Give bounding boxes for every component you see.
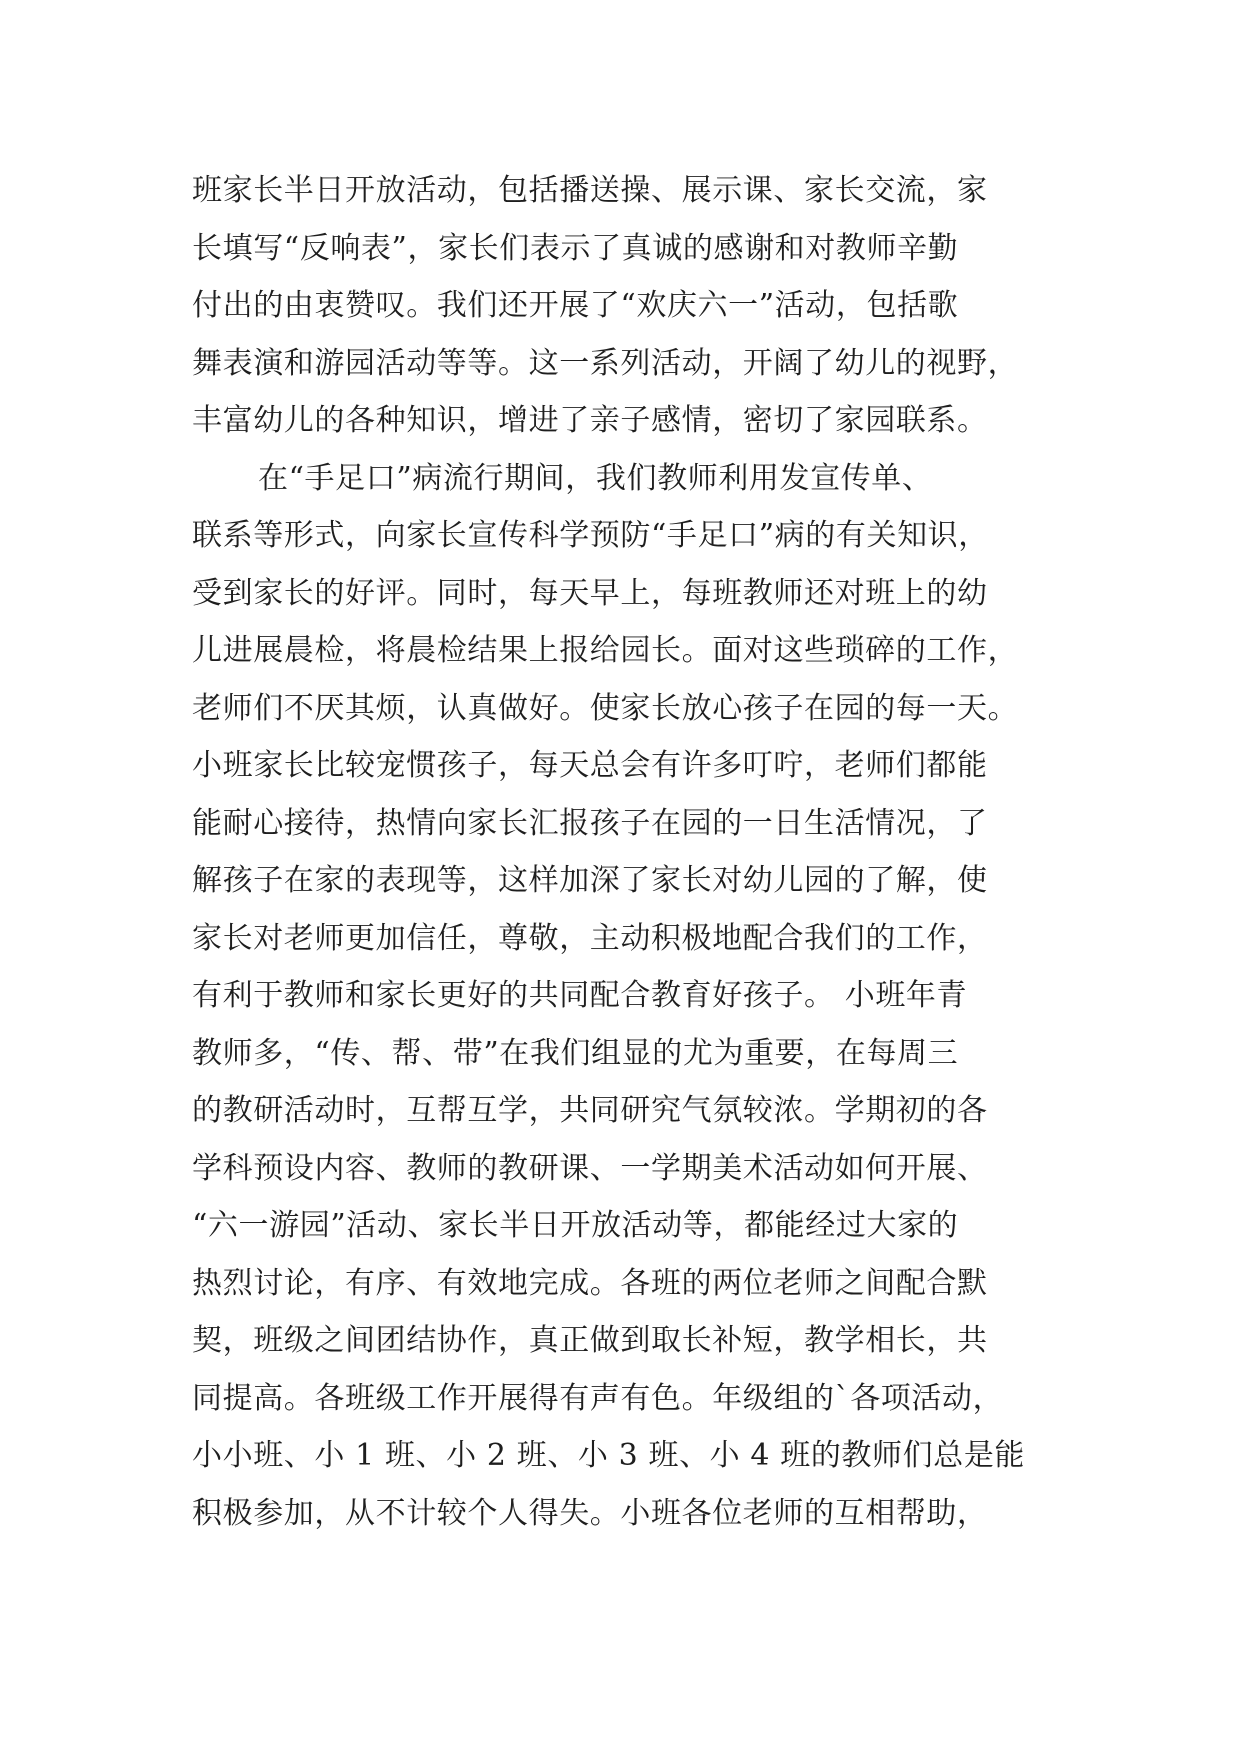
text-line: 受到家长的好评。同时，每天早上，每班教师还对班上的幼 (192, 575, 988, 611)
text-line: 能耐心接待，热情向家长汇报孩子在园的一日生活情况，了 (192, 805, 988, 841)
text-line: 老师们不厌其烦，认真做好。使家长放心孩子在园的每一天。 (192, 690, 1019, 726)
text-line: 付出的由衷赞叹。我们还开展了“欢庆六一”活动，包括歌 (192, 288, 959, 323)
text-line: 丰富幼儿的各种知识，增进了亲子感情，密切了家园联系。 (192, 403, 988, 438)
text-line: 解孩子在家的表现等，这样加深了家长对幼儿园的了解，使 (192, 863, 988, 898)
text-line: 教师多，“传、帮、带”在我们组显的尤为重要，在每周三 (192, 1035, 959, 1071)
text-line: 学科预设内容、教师的教研课、一学期美术活动如何开展、 (192, 1150, 988, 1186)
body-text (192, 162, 1072, 1542)
paragraph-start-line: 在“手足口”病流行期间，我们教师利用发宣传单、 (258, 460, 933, 496)
text-line: “六一游园”活动、家长半日开放活动等，都能经过大家的 (192, 1208, 959, 1243)
text-line: 班家长半日开放活动，包括播送操、展示课、家长交流，家 (192, 173, 988, 208)
text-line: 有利于教师和家长更好的共同配合教育好孩子。 小班年青 (192, 978, 968, 1013)
text-line: 积极参加，从不计较个人得失。小班各位老师的互相帮助， (192, 1495, 988, 1531)
text-line: 舞表演和游园活动等等。这一系列活动，开阔了幼儿的视野， (192, 345, 1019, 381)
text-line: 契，班级之间团结协作，真正做到取长补短，教学相长，共 (192, 1323, 988, 1358)
text-line: 长填写“反响表”，家长们表示了真诚的感谢和对教师辛勤 (192, 230, 959, 266)
text-line: 热烈讨论，有序、有效地完成。各班的两位老师之间配合默 (192, 1265, 988, 1301)
text-line: 小小班、小 1 班、小 2 班、小 3 班、小 4 班的教师们总是能 (192, 1438, 1026, 1473)
text-line: 联系等形式，向家长宣传科学预防“手足口”病的有关知识， (192, 518, 989, 553)
text-line: 儿进展晨检，将晨检结果上报给园长。面对这些琐碎的工作， (192, 633, 1019, 668)
text-line: 小班家长比较宠惯孩子，每天总会有许多叮咛，老师们都能 (192, 748, 988, 783)
text-line: 的教研活动时，互帮互学，共同研究气氛较浓。学期初的各 (192, 1093, 988, 1128)
text-line: 同提高。各班级工作开展得有声有色。年级组的`各项活动， (192, 1380, 1004, 1416)
text-line: 家长对老师更加信任，尊敬，主动积极地配合我们的工作， (192, 920, 988, 956)
